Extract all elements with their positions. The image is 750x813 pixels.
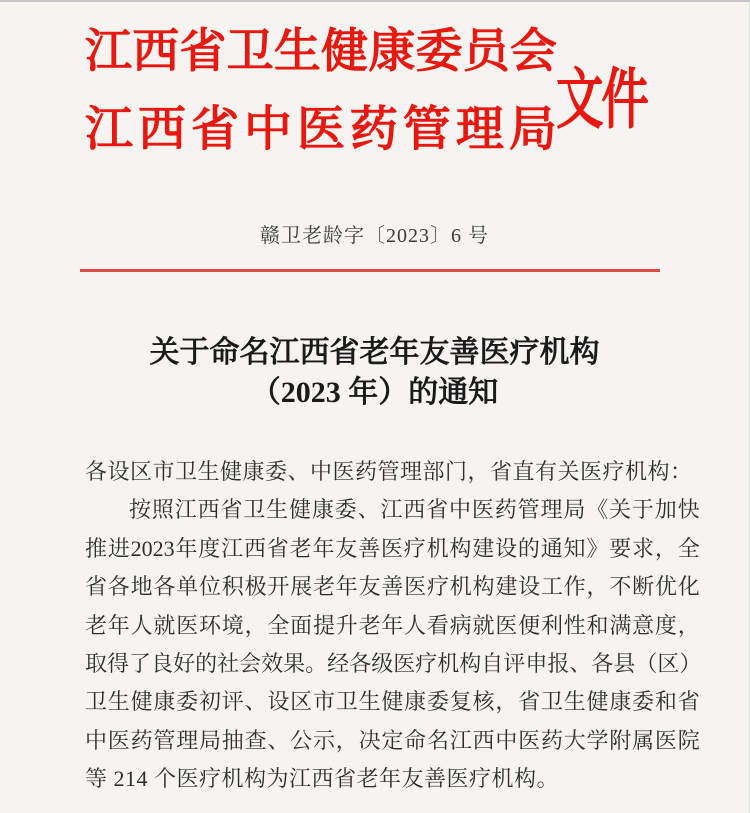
document-type-label: 文件 [556,64,647,137]
issuer-name-line-1: 江 西 省 卫 生 健 康 委 员 会 [85,26,557,78]
document-title [0,333,749,413]
issuer-name-line-2: 江 西 省 中 医 药 管 理 局 [85,103,557,156]
body-text-line: 推 进 2023 年 度 江 西 省 老 年 友 善 医 疗 机 构 建 设 的 通 知 》 要 求 ， 全 [85,535,700,561]
body-text-line: 中 医 药 管 理 局 抽 查 、 公 示 ， 决 定 命 名 江 西 中 医 药 大 学 附 属 医 院 [85,727,700,753]
body-text-line: 老 年 人 就 医 环 境 ， 全 面 提 升 老 年 人 看 病 就 医 便 利 性 和 满 意 度 ， [85,612,700,638]
body-text-line: 按 照 江 西 省 卫 生 健 康 委 、 江 西 省 中 医 药 管 理 局 《 关 于 加 快 [129,497,700,523]
document-title-line-2: （2023 年）的通知 [250,376,499,409]
document-title-line-1: 关于命名江西省老年友善医疗机构 [149,336,600,369]
body-text-line: 省 各 地 各 单 位 积 极 开 展 老 年 友 善 医 疗 机 构 建 设 工 作 ， 不 断 优 化 [85,574,700,600]
body-text-line: 取 得 了 良 好 的 社 会 效 果 。 经 各 级 医 疗 机 构 自 评 申 报 、 各 县 （ 区 ） [85,650,702,676]
body-text-line: 卫 生 健 康 委 初 评 、 设 区 市 卫 生 健 康 委 复 核 ， 省 卫 生 健 康 委 和 省 [85,689,700,715]
body-text-line: 等 214 个医疗机构为江西省老年友善医疗机构。 [85,766,560,792]
document-body [85,453,700,799]
document-number: 赣卫老龄字〔2023〕6 号 [260,225,489,247]
body-text-line: 各设区市卫生健康委、中医药管理部门，省直有关医疗机构： [85,459,693,484]
red-divider-line [80,269,660,272]
